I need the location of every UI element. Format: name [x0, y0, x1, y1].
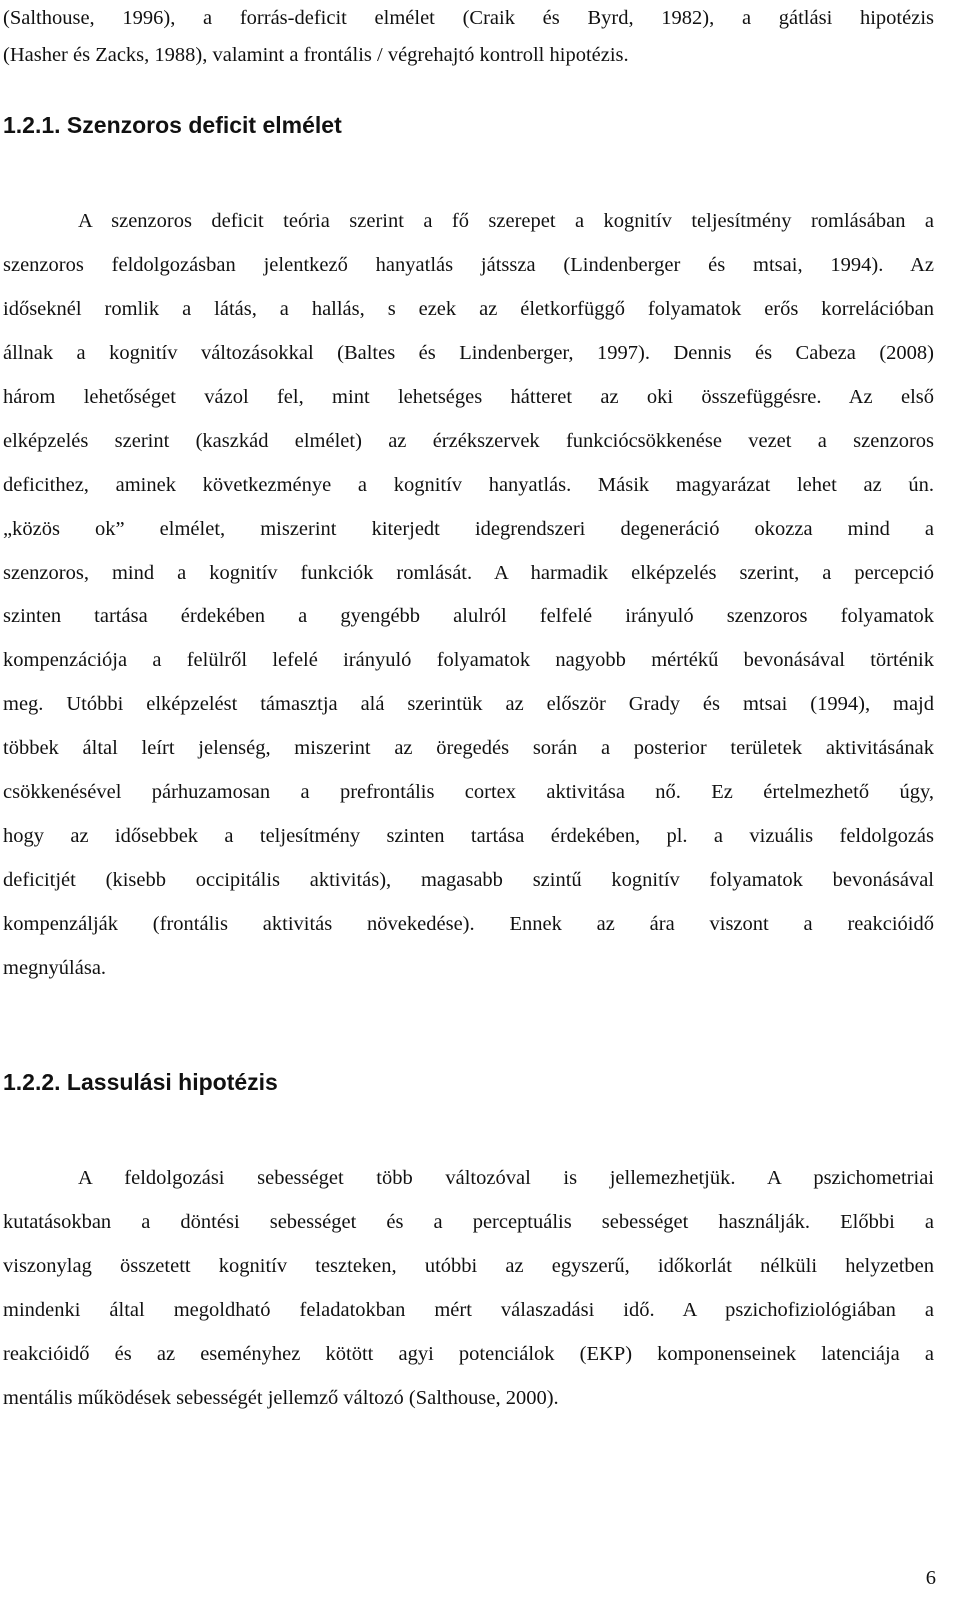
intro-line-1: (Salthouse, 1996), a forrás-deficit elmélet (Craik és Byrd, 1982), a gátlási hipotézis: [3, 7, 934, 29]
section2-line-6: mentális működések sebességét jellemző változó (Salthouse, 2000).: [3, 1387, 559, 1409]
section1-line-5: három lehetőséget vázol fel, mint lehetséges hátteret az oki összefüggésre. Az első: [3, 386, 934, 408]
section-heading-slowing-hypothesis: 1.2.2. Lassulási hipotézis: [3, 1069, 278, 1095]
section1-line-10: szinten tartása érdekében a gyengébb alulról felfelé irányuló szenzoros folyamatok: [3, 605, 934, 627]
section1-line-13: többek által leírt jelenség, miszerint az öregedés során a posterior területek aktivitásának: [3, 737, 934, 759]
section1-line-2: szenzoros feldolgozásban jelentkező hanyatlás játssza (Lindenberger és mtsai, 1994). Az: [3, 254, 934, 276]
section1-line-14: csökkenésével párhuzamosan a prefrontális cortex aktivitása nő. Ez értelmezhető úgy,: [3, 781, 934, 803]
section2-line-4: mindenki által megoldható feladatokban mért válaszadási idő. A pszichofiziológiában a: [3, 1299, 934, 1321]
section2-line-2: kutatásokban a döntési sebességet és a perceptuális sebességet használják. Előbbi a: [3, 1211, 934, 1233]
intro-line-2: (Hasher és Zacks, 1988), valamint a frontális / végrehajtó kontroll hipotézis.: [3, 44, 629, 66]
section1-line-15: hogy az idősebbek a teljesítmény szinten tartása érdekében, pl. a vizuális feldolgozás: [3, 825, 934, 847]
section1-line-16: deficitjét (kisebb occipitális aktivitás), magasabb szintű kognitív folyamatok bevonásával: [3, 869, 934, 891]
section2-line-5: reakcióidő és az eseményhez kötött agyi potenciálok (EKP) komponenseinek latenciája a: [3, 1343, 934, 1365]
section1-line-3: időseknél romlik a látás, a hallás, s ezek az életkorfüggő folyamatok erős korrelációban: [3, 298, 934, 320]
section1-line-11: kompenzációja a felülről lefelé irányuló folyamatok nagyobb mértékű bevonásával történik: [3, 649, 934, 671]
section1-line-12: meg. Utóbbi elképzelést támasztja alá szerintük az először Grady és mtsai (1994), majd: [3, 693, 934, 715]
section2-line-1: A feldolgozási sebességet több változóval is jellemezhetjük. A pszichometriai: [78, 1167, 934, 1189]
section1-line-17: kompenzálják (frontális aktivitás növekedése). Ennek az ára viszont a reakcióidő: [3, 913, 934, 935]
section1-line-6: elképzelés szerint (kaszkád elmélet) az érzékszervek funkciócsökkenése vezet a szenzoros: [3, 430, 934, 452]
section1-line-9: szenzoros, mind a kognitív funkciók romlását. A harmadik elképzelés szerint, a percepció: [3, 562, 934, 584]
section1-line-8: „közös ok” elmélet, miszerint kiterjedt idegrendszeri degeneráció okozza mind a: [3, 518, 934, 540]
section2-line-3: viszonylag összetett kognitív teszteken, utóbbi az egyszerű, időkorlát nélküli helyzetben: [3, 1255, 934, 1277]
section1-line-7: deficithez, aminek következménye a kognitív hanyatlás. Másik magyarázat lehet az ún.: [3, 474, 934, 496]
page-number: 6: [925, 1567, 936, 1589]
section-heading-sensory-deficit: 1.2.1. Szenzoros deficit elmélet: [3, 112, 342, 138]
section1-line-18: megnyúlása.: [3, 957, 107, 979]
section1-line-4: állnak a kognitív változásokkal (Baltes és Lindenberger, 1997). Dennis és Cabeza (2008): [3, 342, 934, 364]
section1-line-1: A szenzoros deficit teória szerint a fő szerepet a kognitív teljesítmény romlásában a: [78, 210, 934, 232]
